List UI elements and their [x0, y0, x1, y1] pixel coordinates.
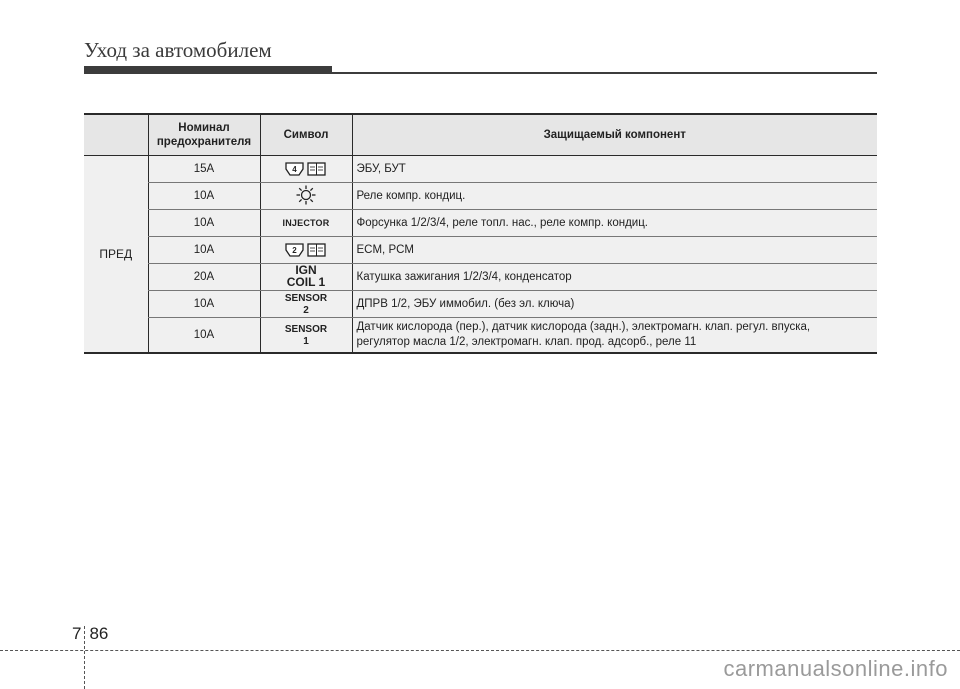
header-rating: Номинал предохранителя: [148, 114, 260, 156]
fuse-symbol: [260, 183, 352, 210]
symbol-label-line2: 1: [303, 336, 309, 347]
table-row: [84, 291, 877, 318]
symbol-label-line1: SENSOR: [284, 324, 328, 335]
symbol-label-line2: COIL 1: [286, 275, 326, 289]
header-symbol: Символ: [260, 114, 352, 156]
fuse-symbol: [260, 156, 352, 183]
battery-4-book-icon: [283, 161, 329, 177]
fuse-component: Реле компр. кондиц.: [352, 183, 877, 210]
table-row: [84, 210, 877, 237]
header-location: [84, 114, 148, 156]
fuse-rating: 10A: [148, 291, 260, 318]
fuse-rating: 20A: [148, 264, 260, 291]
fuse-symbol: [260, 264, 352, 291]
footer-vertical-rule: [84, 626, 85, 689]
table-row: [84, 237, 877, 264]
battery-2-book-icon: [283, 242, 329, 258]
table-row: [84, 318, 877, 354]
fuse-component: ЭБУ, БУТ: [352, 156, 877, 183]
symbol-label-line1: IGN: [295, 263, 317, 277]
header-rule-thin: [332, 72, 877, 74]
symbol-label-line1: SENSOR: [284, 293, 328, 304]
symbol-label: INJECTOR: [282, 218, 330, 228]
page-number: [72, 624, 108, 644]
fuse-rating: 10A: [148, 210, 260, 237]
fuse-component: ДПРВ 1/2, ЭБУ иммобил. (без эл. ключа): [352, 291, 877, 318]
fuse-component-line2: регулятор масла 1/2, электромагн. клап. прод. адсорб., реле 11: [356, 336, 697, 348]
symbol-label-line2: 2: [303, 305, 309, 316]
fuse-rating: 10A: [148, 183, 260, 210]
fuse-component: Форсунка 1/2/3/4, реле топл. нас., реле компр. кондиц.: [352, 210, 877, 237]
table-row: [84, 156, 877, 183]
watermark: carmanualsonline.info: [723, 656, 948, 681]
fuse-rating: 15A: [148, 156, 260, 183]
fuse-location: ПРЕД: [84, 156, 148, 354]
fuse-symbol: [260, 291, 352, 318]
fuse-component: ECM, PCM: [352, 237, 877, 264]
fuse-rating: 10A: [148, 318, 260, 354]
table-header-row: [84, 114, 877, 156]
chapter-number: 7: [72, 624, 82, 643]
fuse-rating: 10A: [148, 237, 260, 264]
footer-horizontal-rule: [0, 650, 960, 651]
fuse-table: [84, 113, 877, 354]
header-component: Защищаемый компонент: [352, 114, 877, 156]
air-conditioner-icon: [296, 185, 316, 205]
fuse-symbol: [260, 237, 352, 264]
header-rule-thick: [84, 66, 332, 74]
fuse-component: [352, 318, 877, 354]
fuse-symbol: [260, 318, 352, 354]
table-row: [84, 183, 877, 210]
symbol-number: 2: [292, 246, 297, 255]
fuse-component-line1: Датчик кислорода (пер.), датчик кислорода (задн.), электромагн. клап. регул. впуска,: [356, 321, 811, 333]
symbol-number: 4: [292, 165, 297, 174]
page-header-title: Уход за автомобилем: [84, 38, 272, 62]
table-row: [84, 264, 877, 291]
fuse-component: Катушка зажигания 1/2/3/4, конденсатор: [352, 264, 877, 291]
page-number-value: 86: [89, 624, 109, 643]
fuse-symbol: [260, 210, 352, 237]
